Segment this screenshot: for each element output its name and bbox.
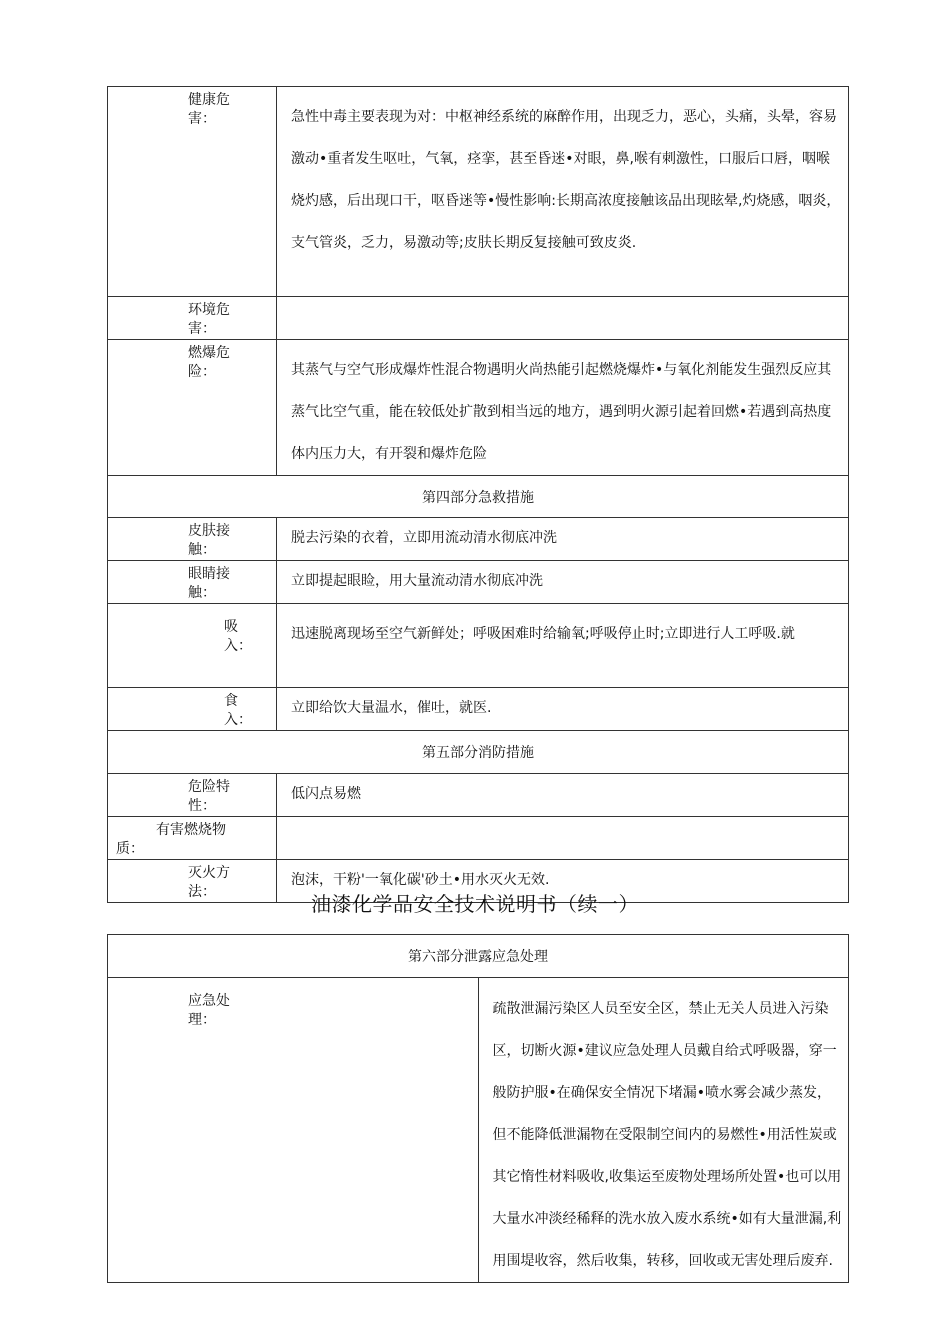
label-line1: 吸 xyxy=(224,619,238,635)
msds-table-part3-5 xyxy=(107,86,849,903)
label-line1: 眼睛接 xyxy=(188,566,230,582)
emergency-response-label xyxy=(108,978,479,1283)
section5-title: 第五部分消防措施 xyxy=(108,731,849,774)
label-line2: 触： xyxy=(188,542,216,558)
environment-hazard-label xyxy=(108,297,277,340)
eye-contact-label xyxy=(108,561,277,604)
row-skin-contact xyxy=(108,518,849,561)
label-line2: 害： xyxy=(188,321,216,337)
row-environment-hazard xyxy=(108,297,849,340)
row-health-hazard xyxy=(108,87,849,297)
row-inhalation xyxy=(108,604,849,688)
label-line1: 有害燃烧物 xyxy=(156,822,226,838)
skin-contact-value: 脱去污染的衣着，立即用流动清水彻底冲洗 xyxy=(277,518,849,561)
label-line2: 入： xyxy=(224,638,252,654)
row-combustion-products xyxy=(108,817,849,860)
label-line1: 皮肤接 xyxy=(188,523,230,539)
label-line1: 危险特 xyxy=(188,779,230,795)
label-line1: 应急处 xyxy=(188,993,230,1009)
msds-table-part6 xyxy=(107,934,849,1283)
label-line1: 食 xyxy=(224,693,238,709)
label-line1: 环境危 xyxy=(188,302,230,318)
extinguishing-method-value: 泡沫，干粉'一氧化碳'砂土•用水灭火无效. xyxy=(277,860,849,903)
inhalation-label xyxy=(108,604,277,688)
label-line2: 入： xyxy=(224,712,252,728)
environment-hazard-value xyxy=(277,297,849,340)
row-ingestion xyxy=(108,688,849,731)
label-line1: 健康危 xyxy=(188,92,230,108)
hazard-properties-label xyxy=(108,774,277,817)
health-hazard-label xyxy=(108,87,277,297)
row-section4-header xyxy=(108,476,849,518)
explosion-hazard-label xyxy=(108,340,277,476)
row-explosion-hazard xyxy=(108,340,849,476)
label-line2: 触： xyxy=(188,585,216,601)
label-line2: 质： xyxy=(116,841,144,857)
document-title: 油漆化学品安全技术说明书（续一） xyxy=(311,892,639,916)
row-section5-header xyxy=(108,731,849,774)
skin-contact-label xyxy=(108,518,277,561)
inhalation-value: 迅速脱离现场至空气新鲜处；呼吸困难时给输氧;呼吸停止时;立即进行人工呼吸.就 xyxy=(277,604,849,688)
ingestion-label xyxy=(108,688,277,731)
row-hazard-properties xyxy=(108,774,849,817)
health-hazard-value: 急性中毒主要表现为对：中枢神经系统的麻醉作用，出现乏力，恶心，头痛，头晕，容易激动•重者发生呕吐，气氧，痉挛，甚至昏迷•对眼，鼻,喉有刺激性，口服后口唇，咽喉烧灼感，后出现口干，呕昏迷等•慢性影响:长期高浓度接触该品出现眩晕,灼烧感，咽炎，支气管炎，乏力，易激动等;皮肤长期反复接触可致皮炎. xyxy=(277,87,849,297)
label-line2: 性： xyxy=(188,798,216,814)
label-line1: 燃爆危 xyxy=(188,345,230,361)
label-line2: 害： xyxy=(188,111,216,127)
ingestion-value: 立即给饮大量温水，催吐，就医. xyxy=(277,688,849,731)
section6-title: 第六部分泄露应急处理 xyxy=(108,935,849,978)
row-section6-header xyxy=(108,935,849,978)
emergency-response-value: 疏散泄漏污染区人员至安全区，禁止无关人员进入污染区，切断火源•建议应急处理人员戴自给式呼吸器，穿一般防护服•在确保安全情况下堵漏•喷水雾会减少蒸发，但不能降低泄漏物在受限制空间内的易燃性•用活性炭或其它惰性材料吸收,收集运至废物处理场所处置•也可以用大量水冲淡经稀释的洗水放入废水系统•如有大量泄漏,利用围堤收容，然后收集，转移，回收或无害处理后废弃. xyxy=(478,978,849,1283)
label-line2: 险： xyxy=(188,364,216,380)
label-line2: 理： xyxy=(188,1012,216,1028)
label-line1: 灭火方 xyxy=(188,865,230,881)
row-emergency-response xyxy=(108,978,849,1283)
explosion-hazard-value: 其蒸气与空气形成爆炸性混合物遇明火尚热能引起燃烧爆炸•与氧化剂能发生强烈反应其蒸气比空气重，能在较低处扩散到相当远的地方，遇到明火源引起着回燃•若遇到高热度体内压力大，有开裂和爆炸危险 xyxy=(277,340,849,476)
row-eye-contact xyxy=(108,561,849,604)
combustion-products-value xyxy=(277,817,849,860)
section4-title: 第四部分急救措施 xyxy=(108,476,849,518)
eye-contact-value: 立即提起眼睑，用大量流动清水彻底冲洗 xyxy=(277,561,849,604)
hazard-properties-value: 低闪点易燃 xyxy=(277,774,849,817)
label-line2: 法： xyxy=(188,884,216,900)
combustion-products-label xyxy=(108,817,277,860)
